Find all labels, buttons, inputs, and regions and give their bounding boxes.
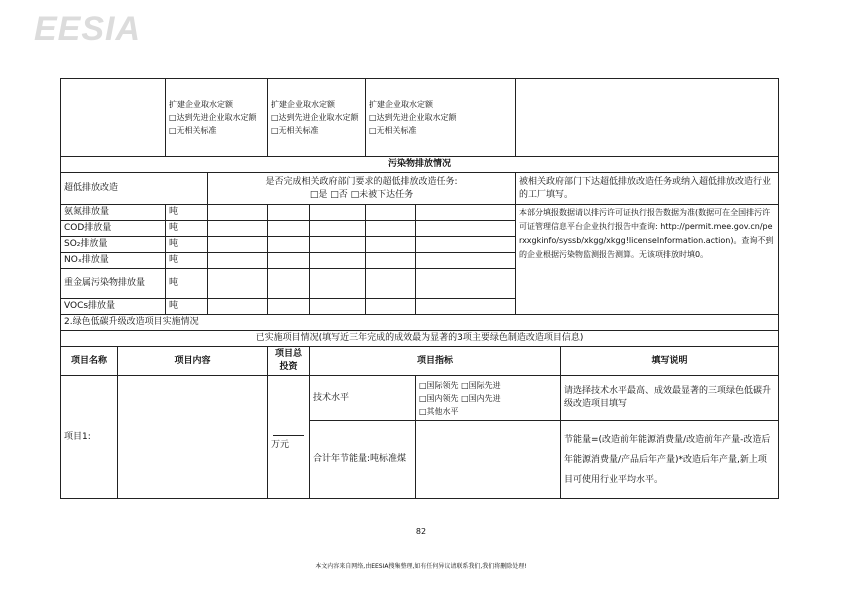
emission-value[interactable] bbox=[310, 269, 366, 299]
quota-cell bbox=[268, 79, 366, 157]
emission-value[interactable] bbox=[416, 253, 516, 269]
emission-value[interactable] bbox=[268, 269, 310, 299]
emission-value[interactable] bbox=[208, 269, 268, 299]
emission-name: NOₓ排放量 bbox=[61, 253, 166, 269]
ultra-low-label: 超低排放改造 bbox=[61, 173, 208, 205]
emission-name: COD排放量 bbox=[61, 221, 166, 237]
quota-option-none[interactable]: □无相关标准 bbox=[369, 126, 417, 135]
energy-saving-label: 合计年节能量:吨标准煤 bbox=[310, 421, 416, 499]
emission-value[interactable] bbox=[366, 237, 416, 253]
emission-value[interactable] bbox=[268, 299, 310, 315]
tech-option-other[interactable]: □其他水平 bbox=[419, 406, 459, 416]
header-project-invest: 项目总投资 bbox=[268, 347, 310, 376]
emission-value[interactable] bbox=[416, 237, 516, 253]
emission-value[interactable] bbox=[268, 221, 310, 237]
project-content-field[interactable] bbox=[118, 376, 268, 499]
emission-name: 氨氮排放量 bbox=[61, 205, 166, 221]
quota-cell bbox=[166, 79, 268, 157]
page-number: 82 bbox=[415, 527, 427, 536]
invest-unit: 万元 bbox=[271, 439, 290, 450]
tech-level-note: 请选择技术水平最高、成效最显著的三项绿色低碳升级改造项目填写 bbox=[561, 376, 779, 421]
emission-value[interactable] bbox=[310, 253, 366, 269]
emission-unit: 吨 bbox=[166, 253, 208, 269]
quota-cell bbox=[366, 79, 516, 157]
emission-value[interactable] bbox=[208, 253, 268, 269]
pollution-section-title: 污染物排放情况 bbox=[61, 157, 779, 173]
header-instruction: 填写说明 bbox=[561, 347, 779, 376]
emission-unit: 吨 bbox=[166, 205, 208, 221]
emission-value[interactable] bbox=[310, 237, 366, 253]
ultra-low-note: 被相关政府部门下达超低排放改造任务或纳入超低排放改造行业的工厂填写。 bbox=[516, 173, 779, 205]
section2-title: 2.绿色低碳升级改造项目实施情况 bbox=[61, 315, 779, 331]
quota-option-advanced[interactable]: □达到先进企业取水定额 bbox=[169, 113, 257, 122]
eesia-logo: EESIA bbox=[34, 10, 142, 48]
emission-value[interactable] bbox=[366, 253, 416, 269]
empty-cell bbox=[516, 79, 779, 157]
project-label: 项目1: bbox=[61, 376, 118, 499]
empty-cell bbox=[61, 79, 166, 157]
emission-value[interactable] bbox=[366, 205, 416, 221]
emission-value[interactable] bbox=[208, 237, 268, 253]
emission-value[interactable] bbox=[416, 205, 516, 221]
water-quota-row bbox=[61, 79, 779, 157]
energy-saving-note: 节能量=(改造前年能源消费量/改造前年产量-改造后年能源消费量/产品后年产量)*改造后年产量,新上项目可使用行业平均水平。 bbox=[561, 421, 779, 499]
emission-name: SO₂排放量 bbox=[61, 237, 166, 253]
header-project-content: 项目内容 bbox=[118, 347, 268, 376]
emission-value[interactable] bbox=[366, 221, 416, 237]
emission-name: VOCs排放量 bbox=[61, 299, 166, 315]
ultra-low-question-cell bbox=[208, 173, 516, 205]
emission-unit: 吨 bbox=[166, 299, 208, 315]
emission-unit: 吨 bbox=[166, 237, 208, 253]
invest-input-line[interactable] bbox=[273, 423, 304, 436]
quota-option-advanced[interactable]: □达到先进企业取水定额 bbox=[369, 113, 457, 122]
tech-option-domestic[interactable]: □国内领先 □国内先进 bbox=[419, 393, 501, 403]
energy-saving-field[interactable] bbox=[416, 421, 561, 499]
ultra-low-options[interactable]: □是 □否 □未被下达任务 bbox=[309, 189, 414, 200]
quota-text: 扩建企业取水定额 bbox=[271, 100, 335, 109]
emission-value[interactable] bbox=[268, 237, 310, 253]
ultra-low-question: 是否完成相关政府部门要求的超低排放改造任务: bbox=[265, 176, 458, 187]
footer-note: 本文内容来自网络,由EESIA搜集整理,如有任何异议请联系我们,我们将删除处理! bbox=[315, 563, 527, 570]
emission-value[interactable] bbox=[268, 253, 310, 269]
quota-option-advanced[interactable]: □达到先进企业取水定额 bbox=[271, 113, 359, 122]
emission-unit: 吨 bbox=[166, 269, 208, 299]
survey-table bbox=[60, 78, 779, 499]
emission-side-note: 本部分填报数据请以排污许可证执行报告数据为准(数据可在全国排污许可证管理信息平台企业执行报告中查询: http://permit.mee.gov.cn/perxxgkinfo/syssb/xkgg/xkgg!licenseInformation.action)。查询不到的企业根据污染物监测报告测算。无该项排放时填0。 bbox=[516, 205, 779, 315]
quota-text: 扩建企业取水定额 bbox=[169, 100, 233, 109]
project-invest-cell[interactable] bbox=[268, 376, 310, 499]
quota-option-none[interactable]: □无相关标准 bbox=[271, 126, 319, 135]
quota-option-none[interactable]: □无相关标准 bbox=[169, 126, 217, 135]
header-project-indicator: 项目指标 bbox=[310, 347, 561, 376]
emission-value[interactable] bbox=[416, 221, 516, 237]
tech-level-options bbox=[416, 376, 561, 421]
quota-text: 扩建企业取水定额 bbox=[369, 100, 433, 109]
emission-unit: 吨 bbox=[166, 221, 208, 237]
section2-subtitle: 已实施项目情况(填写近三年完成的成效最为显著的3项主要绿色制造改造项目信息) bbox=[61, 331, 779, 347]
emission-value[interactable] bbox=[268, 205, 310, 221]
emission-value[interactable] bbox=[208, 205, 268, 221]
emission-value[interactable] bbox=[416, 299, 516, 315]
emission-value[interactable] bbox=[208, 299, 268, 315]
emission-value[interactable] bbox=[310, 221, 366, 237]
emission-value[interactable] bbox=[310, 205, 366, 221]
emission-value[interactable] bbox=[208, 221, 268, 237]
tech-level-label: 技术水平 bbox=[310, 376, 416, 421]
emission-value[interactable] bbox=[416, 269, 516, 299]
emission-value[interactable] bbox=[310, 299, 366, 315]
emission-value[interactable] bbox=[366, 269, 416, 299]
tech-option-international[interactable]: □国际领先 □国际先进 bbox=[419, 380, 501, 390]
header-project-name: 项目名称 bbox=[61, 347, 118, 376]
emission-value[interactable] bbox=[366, 299, 416, 315]
emission-name: 重金属污染物排放量 bbox=[61, 269, 166, 299]
